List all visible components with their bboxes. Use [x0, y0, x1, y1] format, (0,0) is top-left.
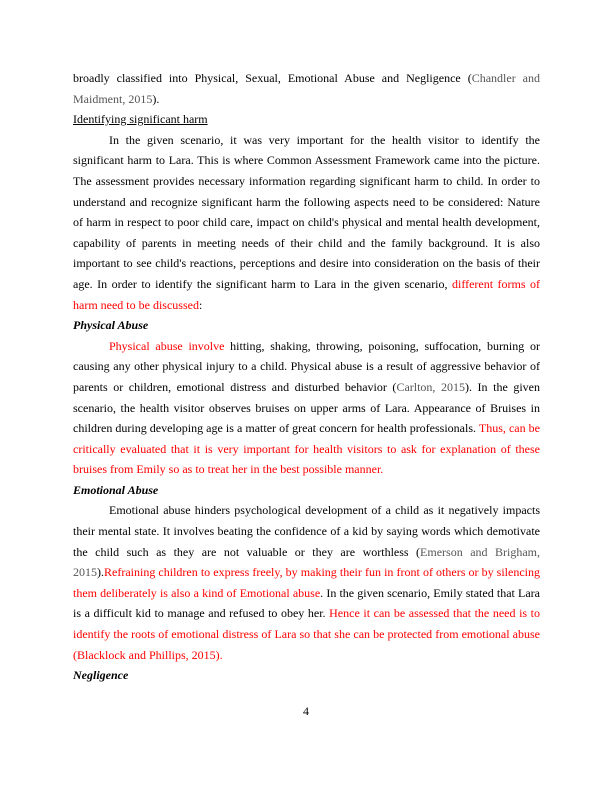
emotional-highlight-2: Hence it can be assessed that the need is to identify the roots of emotional distress of Lara so that she can be protected from emotional abuse (Blacklock and Phillips, 2015).	[73, 606, 540, 662]
document-body	[73, 68, 540, 686]
paragraph-significant-harm	[73, 130, 540, 315]
physical-text-2: ). In the given scenario, the health visitor observes bruises on upper arms of Lara. Appearance of Bruises in children during developing age is a matter of great concern for health professionals.	[73, 379, 541, 436]
heading-emotional-abuse: Emotional Abuse	[73, 482, 159, 497]
physical-highlight-1: Physical abuse involve	[109, 338, 225, 353]
paragraph-intro	[73, 68, 540, 109]
paragraph-emotional-abuse	[73, 500, 540, 665]
page-number: 4	[303, 704, 309, 718]
intro-end: ).	[152, 91, 160, 106]
emotional-text-2: ).	[97, 565, 104, 580]
harm-text: In the given scenario, it was very important for the health visitor to identify the significant harm to Lara. This is where Common Assessment Framework came into the picture. The assessment provides necessary information regarding significant harm to child. In order to understand and recognize significant harm the following aspects need to be considered: Nature of harm in respect to poor child care, impact on child's physical and mental health development, capability of parents in meeting needs of their child and the family background. It is also important to see child's reactions, perceptions and desire into consideration on the basis of their age. In order to identify the significant harm to Lara in the given scenario,	[73, 132, 540, 291]
heading-physical-abuse: Physical Abuse	[73, 318, 149, 333]
citation-chandler-maidment: Chandler and Maidment, 2015	[73, 71, 541, 106]
emotional-text-3: . In the given scenario, Emily stated that Lara is a difficult kid to manage and refused to obey her.	[73, 585, 540, 621]
citation-carlton: Carlton, 2015	[396, 379, 465, 394]
paragraph-physical-abuse	[73, 336, 540, 480]
physical-text-1: hitting, shaking, throwing, poisoning, suffocation, burning or causing any other physical injury to a child. Physical abuse is a result of aggressive behavior of parents or children, emotional distress and disturbed behavior (	[73, 338, 540, 394]
emotional-text-1: Emotional abuse hinders psychological development of a child as it negatively impacts their mental state. It involves beating the confidence of a kid by saying words which demotivate the child such as they are not valuable or they are worthless (	[73, 503, 540, 559]
physical-highlight-2: Thus, can be critically evaluated that it is very important for health visitors to ask for explanation of these bruises from Emily so as to treat her in the best possible manner.	[73, 421, 540, 477]
citation-emerson-brigham: Emerson and Brigham, 2015	[73, 544, 540, 580]
intro-text: broadly classified into Physical, Sexual, Emotional Abuse and Negligence (	[73, 71, 472, 85]
heading-negligence: Negligence	[73, 668, 129, 683]
heading-identifying-significant-harm: Identifying significant harm	[73, 112, 208, 127]
emotional-highlight-1: Refraining children to express freely, by making their fun in front of others or by silencing them deliberately is also a kind of Emotional abuse	[73, 565, 540, 600]
harm-end: :	[198, 297, 203, 312]
harm-highlight: different forms of harm need to be discussed	[73, 276, 540, 312]
